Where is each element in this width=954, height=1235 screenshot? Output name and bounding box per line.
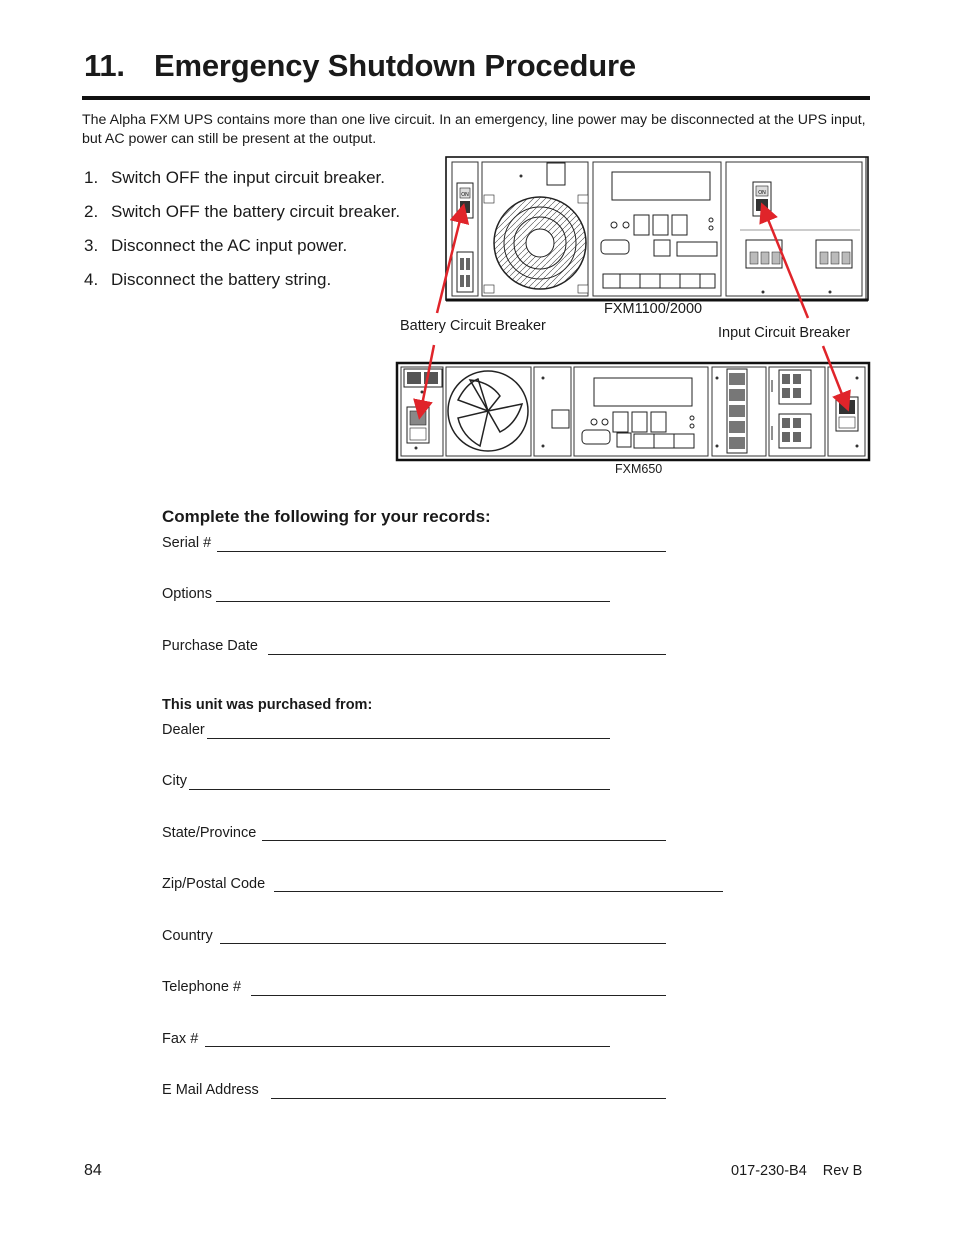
step-text: Disconnect the AC input power.	[111, 236, 348, 255]
battery-breaker-label: Battery Circuit Breaker	[400, 318, 546, 334]
model-label-top: FXM1100/2000	[604, 301, 703, 317]
fax-field[interactable]	[205, 1046, 610, 1047]
records-heading: Complete the following for your records:	[162, 507, 491, 526]
input-breaker-label: Input Circuit Breaker	[718, 325, 851, 341]
doc-id	[731, 1163, 862, 1179]
section-title: Emergency Shutdown Procedure	[154, 48, 636, 83]
input-breaker-icon	[753, 182, 771, 216]
fxm650-panel	[397, 363, 869, 460]
step-item: 4. Disconnect the battery string.	[84, 270, 332, 289]
state-field[interactable]	[262, 840, 666, 841]
step-item: 1. Switch OFF the input circuit breaker.	[84, 168, 385, 187]
options-label: Options	[162, 586, 212, 602]
telephone-field[interactable]	[251, 995, 666, 996]
model-label-bottom: FXM650	[615, 462, 663, 476]
serial-label: Serial #	[162, 535, 212, 551]
svg-text:ON: ON	[461, 192, 469, 198]
telephone-label: Telephone #	[162, 979, 242, 995]
intro-paragraph: The Alpha FXM UPS contains more than one live circuit. In an emergency, line power may be disconnected at the UPS input, but AC power can still be present at the output.	[82, 112, 866, 147]
city-label: City	[162, 773, 187, 789]
zip-field[interactable]	[274, 891, 723, 892]
fax-label: Fax #	[162, 1031, 199, 1047]
step-item: 2. Switch OFF the battery circuit breaker.	[84, 202, 401, 221]
step-text: Switch OFF the battery circuit breaker.	[111, 202, 401, 221]
battery-breaker-icon	[457, 183, 473, 218]
ups-diagram	[0, 0, 954, 500]
input-breaker-icon	[836, 397, 858, 431]
country-field[interactable]	[220, 943, 666, 944]
zip-label: Zip/Postal Code	[162, 876, 266, 892]
step-item: 3. Disconnect the AC input power.	[84, 236, 348, 255]
dealer-label: Dealer	[162, 722, 205, 738]
revision: Rev B	[822, 1163, 863, 1179]
state-label: State/Province	[162, 825, 257, 841]
email-field[interactable]	[271, 1098, 666, 1099]
email-label: E Mail Address	[162, 1082, 259, 1098]
step-text: Switch OFF the input circuit breaker.	[111, 168, 385, 187]
purchase-date-field[interactable]	[268, 654, 666, 655]
city-field[interactable]	[189, 789, 610, 790]
doc-number: 017-230-B4	[731, 1163, 807, 1179]
section-number: 11.	[84, 48, 125, 83]
battery-breaker-icon	[407, 407, 429, 443]
purchased-from-heading: This unit was purchased from:	[162, 697, 373, 713]
dealer-field[interactable]	[207, 738, 610, 739]
purchase-date-label: Purchase Date	[162, 638, 258, 654]
svg-text:ON: ON	[758, 190, 766, 196]
country-label: Country	[162, 928, 213, 944]
page-number: 84	[84, 1162, 102, 1179]
step-text: Disconnect the battery string.	[111, 270, 332, 289]
serial-field[interactable]	[217, 551, 666, 552]
options-field[interactable]	[216, 601, 610, 602]
fxm1100-2000-panel	[446, 157, 868, 300]
